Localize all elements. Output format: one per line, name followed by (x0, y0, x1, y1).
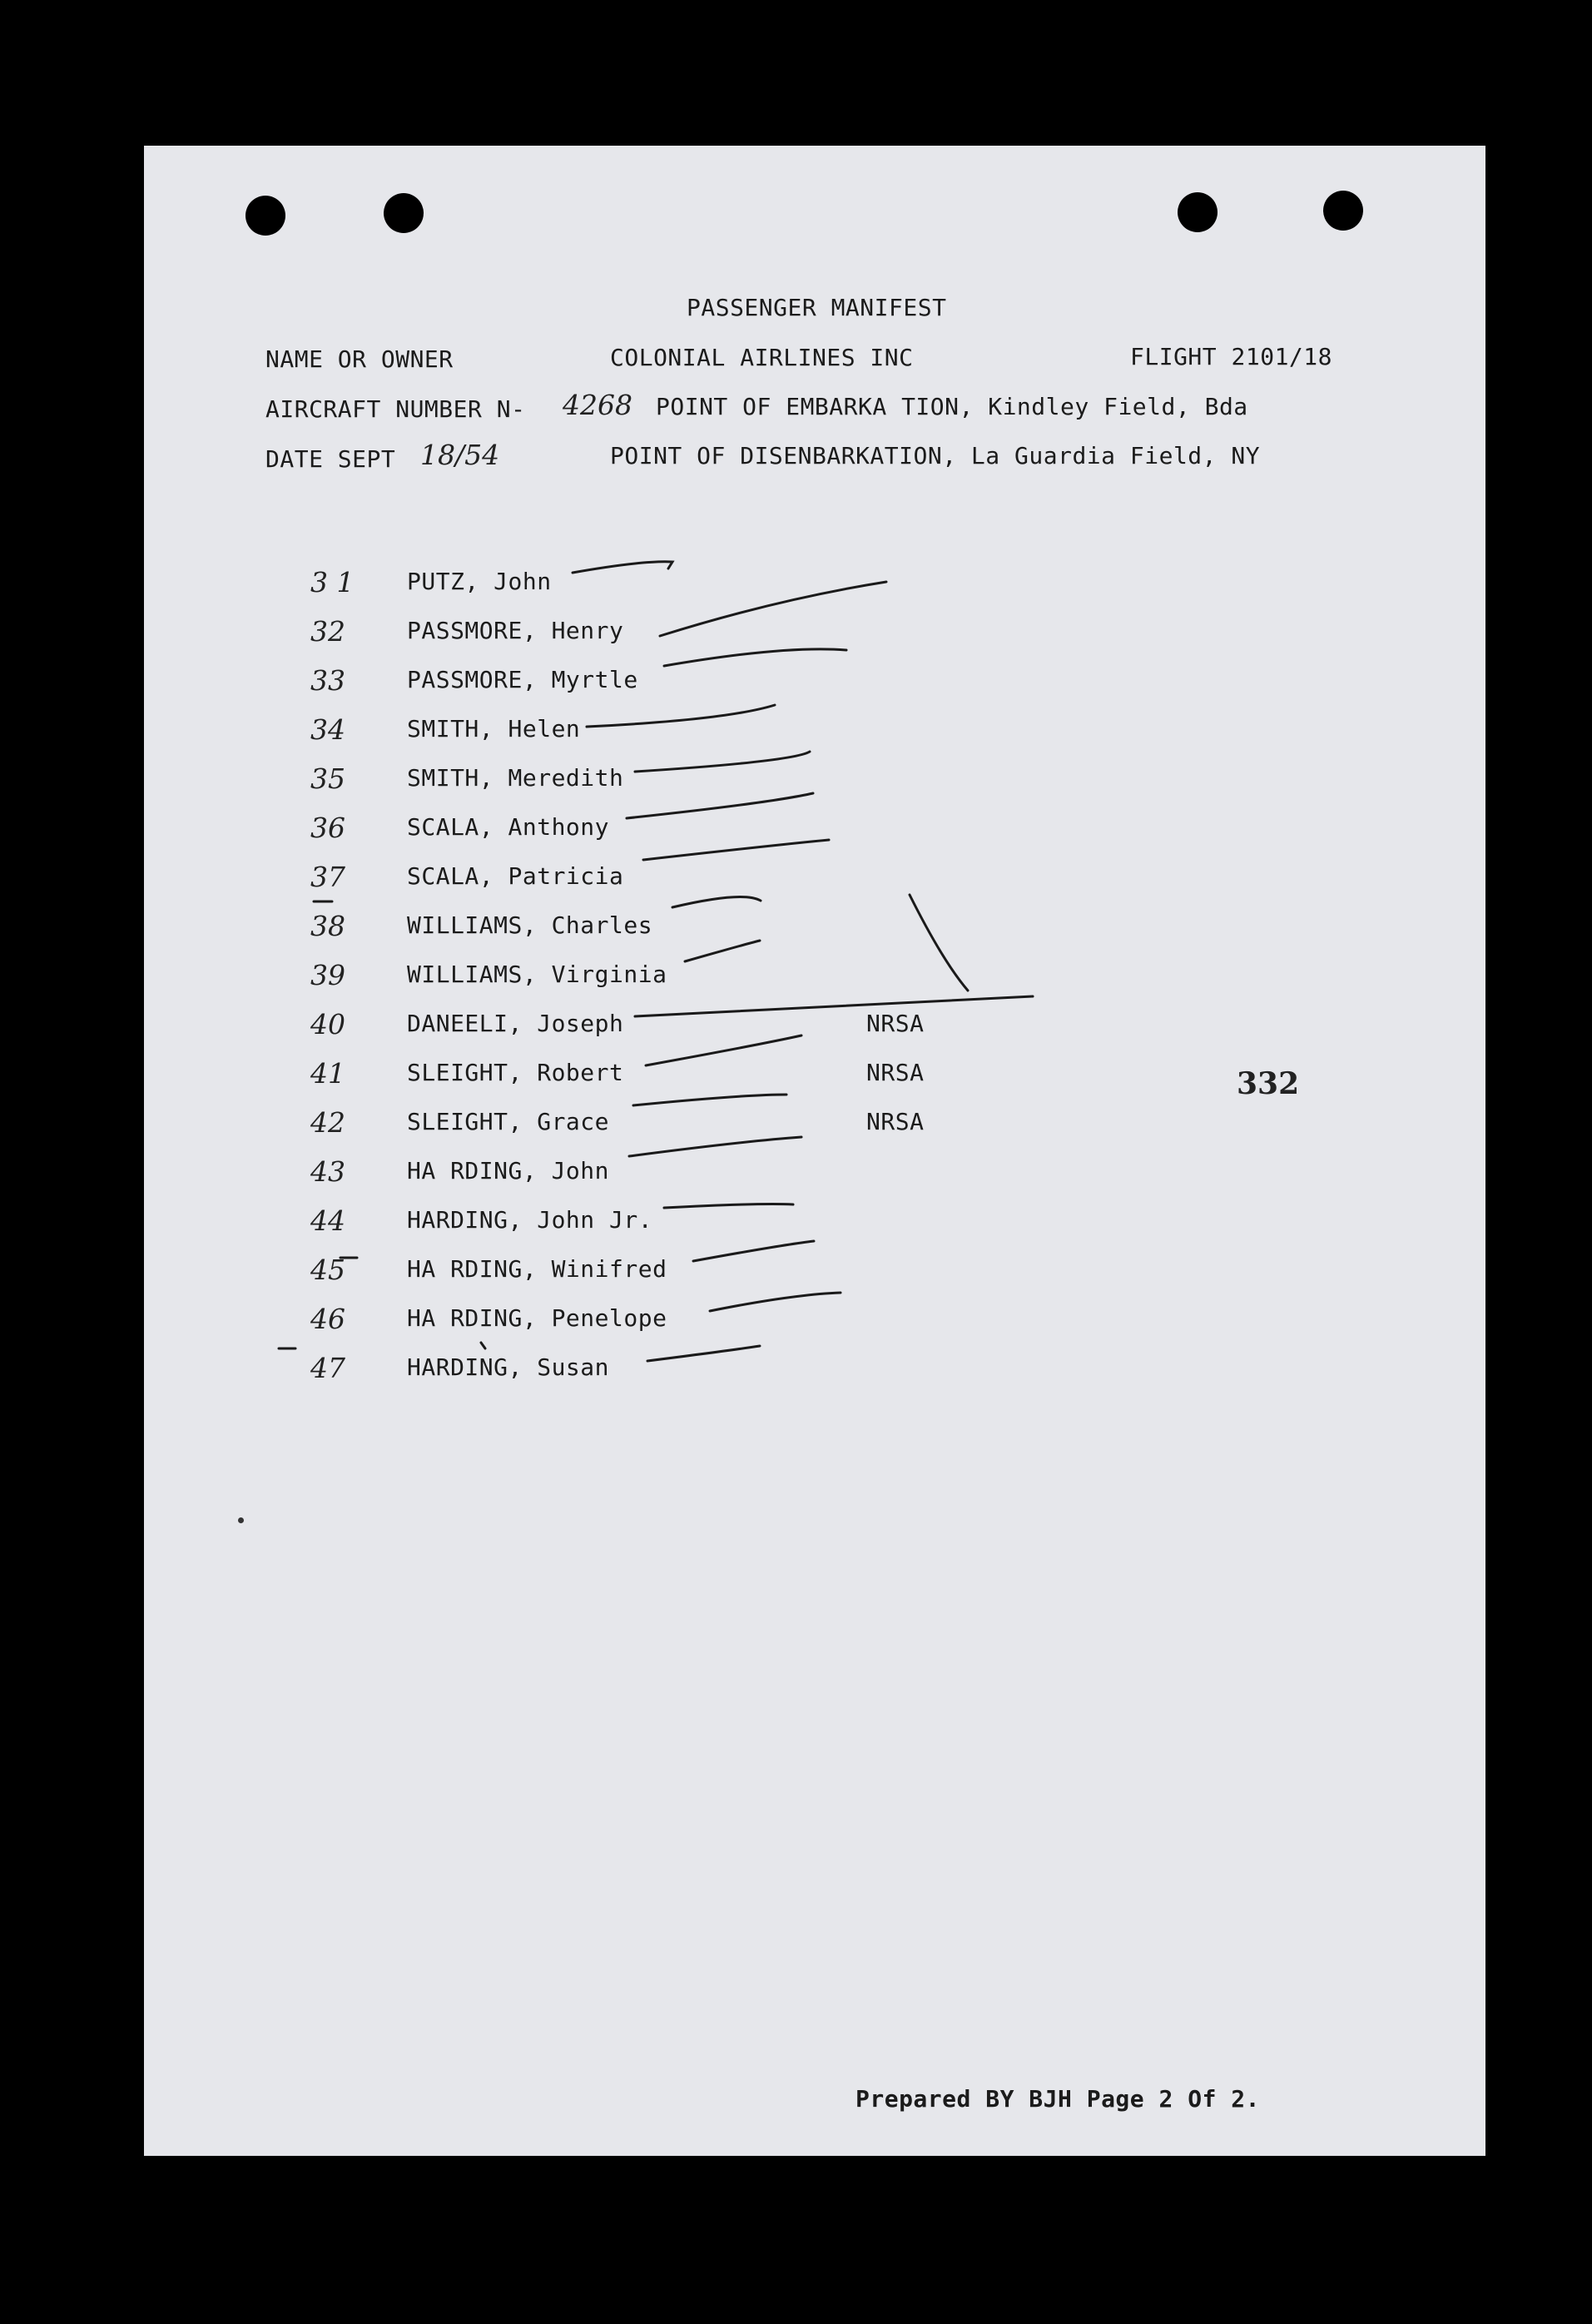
passenger-number: 39 (310, 959, 345, 991)
passenger-row (144, 762, 1485, 796)
passenger-name: SCALA, Patricia (407, 862, 624, 890)
passenger-row (144, 1352, 1485, 1385)
passenger-name: DANEELI, Joseph (407, 1010, 624, 1037)
manifest-page (144, 146, 1485, 2156)
punch-hole (1323, 191, 1363, 231)
passenger-number: 43 (310, 1155, 345, 1188)
passenger-number: 36 (310, 812, 345, 844)
passenger-name: HA RDING, Winifred (407, 1255, 667, 1283)
passenger-row (144, 566, 1485, 599)
punch-hole (384, 193, 424, 233)
punch-hole (245, 196, 285, 236)
passenger-name: HA RDING, John (407, 1157, 610, 1184)
passenger-number: 45 (310, 1254, 345, 1286)
passenger-number: 3 1 (310, 566, 355, 598)
name-owner-label: NAME OR OWNER (265, 345, 454, 373)
passenger-number: 44 (310, 1204, 345, 1237)
passenger-note: NRSA (866, 1010, 925, 1037)
passenger-row (144, 812, 1485, 845)
passenger-note: NRSA (866, 1059, 925, 1086)
passenger-name: HARDING, Susan (407, 1353, 610, 1381)
flight-number: FLIGHT 2101/18 (1130, 343, 1333, 370)
passenger-name: SLEIGHT, Grace (407, 1108, 610, 1135)
name-owner-value: COLONIAL AIRLINES INC (610, 344, 914, 371)
passenger-number: 37 (310, 861, 345, 893)
page-dot (238, 1517, 244, 1523)
passenger-row (144, 1155, 1485, 1189)
passenger-name: SCALA, Anthony (407, 813, 610, 841)
passenger-number: 40 (310, 1008, 345, 1040)
punch-hole (1178, 192, 1218, 232)
passenger-row (144, 1303, 1485, 1336)
passenger-row (144, 910, 1485, 943)
passenger-number: 38 (310, 910, 345, 942)
passenger-number: 47 (310, 1352, 345, 1384)
passenger-number: 32 (310, 615, 345, 648)
passenger-name: PUTZ, John (407, 568, 552, 595)
passenger-row (144, 1204, 1485, 1238)
manifest-title: PASSENGER MANIFEST (687, 294, 947, 321)
passenger-name: SLEIGHT, Robert (407, 1059, 624, 1086)
passenger-name: SMITH, Helen (407, 715, 581, 742)
passenger-row (144, 615, 1485, 648)
passenger-number: 42 (310, 1106, 345, 1139)
passenger-name: SMITH, Meredith (407, 764, 624, 792)
passenger-note: NRSA (866, 1108, 925, 1135)
aircraft-label: AIRCRAFT NUMBER N- (265, 395, 526, 423)
embarkation-point: POINT OF EMBARKA TION, Kindley Field, Bda (656, 393, 1248, 420)
passenger-name: HA RDING, Penelope (407, 1304, 667, 1332)
passenger-name: PASSMORE, Myrtle (407, 666, 638, 693)
passenger-row (144, 1254, 1485, 1287)
passenger-number: 46 (310, 1303, 345, 1335)
passenger-name: HARDING, John Jr. (407, 1206, 653, 1234)
passenger-name: WILLIAMS, Virginia (407, 961, 667, 988)
passenger-number: 33 (310, 664, 345, 697)
passenger-row (144, 861, 1485, 894)
disembarkation-point: POINT OF DISENBARKATION, La Guardia Field, NY (610, 442, 1261, 469)
passenger-name: PASSMORE, Henry (407, 617, 624, 644)
passenger-row (144, 1008, 1485, 1041)
passenger-number: 34 (310, 713, 345, 746)
passenger-row (144, 959, 1485, 992)
passenger-row (144, 713, 1485, 747)
date-label: DATE SEPT (265, 445, 396, 473)
passenger-row (144, 1106, 1485, 1140)
prepared-by-footer: Prepared BY BJH Page 2 Of 2. (856, 2085, 1261, 2113)
stamp-number: 332 (1237, 1066, 1300, 1101)
passenger-number: 41 (310, 1057, 345, 1090)
passenger-name: WILLIAMS, Charles (407, 911, 653, 939)
passenger-row (144, 664, 1485, 698)
date-value: 18/54 (420, 439, 500, 471)
aircraft-number: 4268 (563, 389, 632, 421)
passenger-number: 35 (310, 762, 345, 795)
